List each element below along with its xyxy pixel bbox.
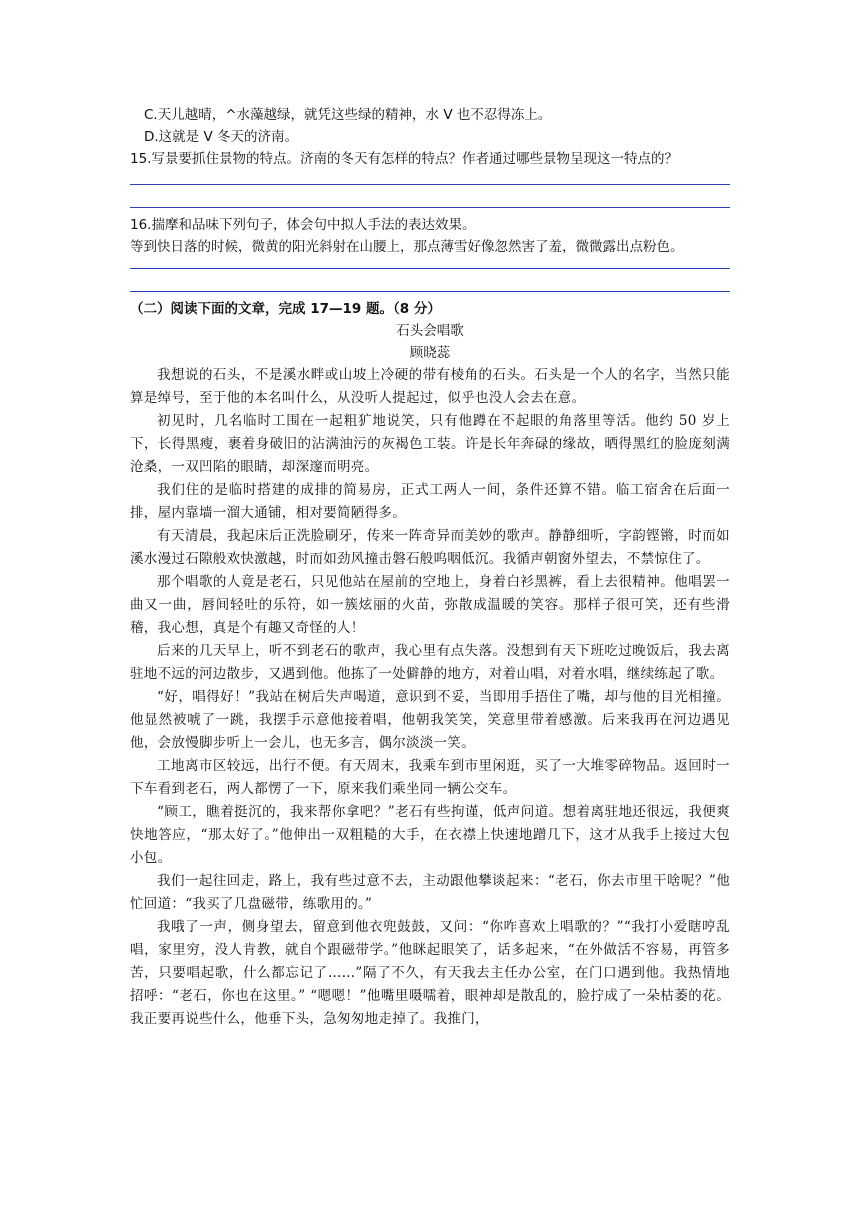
article-paragraph: 我们一起往回走，路上，我有些过意不去，主动跟他攀谈起来：“老石，你去市里干啥呢？”他忙回道：“我买了几盘磁带，练歌用的。” <box>130 873 730 912</box>
article-paragraph: 初见时，几名临时工围在一起粗犷地说笑，只有他蹲在不起眼的角落里等活。他约 50 岁上下，长得黑瘦，裹着身破旧的沾满油污的灰褐色工装。许是长年奔碌的缘故，晒得黑红的脸庞刻满沧桑，一双凹陷的眼睛，却深邃而明亮。 <box>130 413 730 475</box>
article-paragraph: 我想说的石头，不是溪水畔或山坡上冷硬的带有棱角的石头。石头是一个人的名字，当然只能算是绰号，至于他的本名叫什么，从没听人提起过，似乎也没人会去在意。 <box>130 367 730 406</box>
question-16-sentence: 等到快日落的时候，微黄的阳光斜射在山腰上，那点薄雪好像忽然害了羞，微微露出点粉色。 <box>130 239 684 255</box>
article-paragraph: 有天清晨，我起床后正洗脸刷牙，传来一阵奇异而美妙的歌声。静静细听，字韵铿锵，时而如溪水漫过石隙般欢快激越，时而如劲风撞击磐石般呜咽低沉。我循声朝窗外望去，不禁惊住了。 <box>130 528 730 567</box>
article-paragraph: 我们住的是临时搭建的成排的简易房，正式工两人一间，条件还算不错。临工宿舍在后面一排，屋内靠墙一溜大通铺，相对要简陋得多。 <box>130 482 730 521</box>
option-d: D.这就是 V 冬天的济南。 <box>144 129 299 145</box>
article-paragraph: “顾工，瞧着挺沉的，我来帮你拿吧？”老石有些拘谨，低声问道。想着离驻地还很远，我便爽快地答应，“那太好了。”他伸出一双粗糙的大手，在衣襟上快速地蹭几下，这才从我手上接过大包小包。 <box>130 804 730 866</box>
document-page <box>130 104 730 1031</box>
article-paragraph: 那个唱歌的人竟是老石，只见他站在屋前的空地上，身着白衫黑裤，看上去很精神。他唱罢一曲又一曲，唇间轻吐的乐符，如一簇炫丽的火苗，弥散成温暖的笑容。那样子很可笑，还有些滑稽，我心想，真是个有趣又奇怪的人！ <box>130 574 730 636</box>
article-author: 顾晓蕊 <box>409 345 451 361</box>
option-c: C.天儿越晴，^水藻越绿，就凭这些绿的精神，水 V 也不忍得冻上。 <box>144 107 552 123</box>
section-heading: （二）阅读下面的文章，完成 17—19 题。（8 分） <box>130 301 441 317</box>
article-body <box>130 364 730 1031</box>
article-title: 石头会唱歌 <box>396 323 464 339</box>
article-paragraph: 工地离市区较远，出行不便。有天周末，我乘车到市里闲逛，买了一大堆零碎物品。返回时一下车看到老石，两人都愣了一下，原来我们乘坐同一辆公交车。 <box>130 758 730 797</box>
article-paragraph: 后来的几天早上，听不到老石的歌声，我心里有点失落。没想到有天下班吃过晚饭后，我去离驻地不远的河边散步，又遇到他。他拣了一处僻静的地方，对着山唱，对着水唱，继续练起了歌。 <box>130 643 730 682</box>
question-16-title: 16.揣摩和品味下列句子，体会句中拟人手法的表达效果。 <box>130 217 476 233</box>
question-15: 15.写景要抓住景物的特点。济南的冬天有怎样的特点？作者通过哪些景物呈现这一特点的？ <box>130 151 678 167</box>
article-paragraph: 我哦了一声，侧身望去，留意到他衣兜鼓鼓，又问：“你咋喜欢上唱歌的？”“我打小爱瞎哼乱唱，家里穷，没人肯教，就自个跟磁带学。”他眯起眼笑了，话多起来，“在外做活不容易，再管多苦，只要唱起歌，什么都忘记了……”隔了不久，有天我去主任办公室，在门口遇到他。我热情地招呼：“老石，你也在这里。” “嗯嗯！”他嘴里嗫嚅着，眼神却是散乱的，脸拧成了一朵枯萎的花。 我正要再说些什么，他垂下头，急匆匆地走掉了。我推门， <box>130 919 730 1027</box>
article-paragraph: “好，唱得好！”我站在树后失声喝道，意识到不妥，当即用手捂住了嘴，却与他的目光相撞。他显然被唬了一跳，我摆手示意他接着唱，他朝我笑笑，笑意里带着感激。后来我再在河边遇见他，会放慢脚步听上一会儿，也无多言，偶尔淡淡一笑。 <box>130 689 730 751</box>
